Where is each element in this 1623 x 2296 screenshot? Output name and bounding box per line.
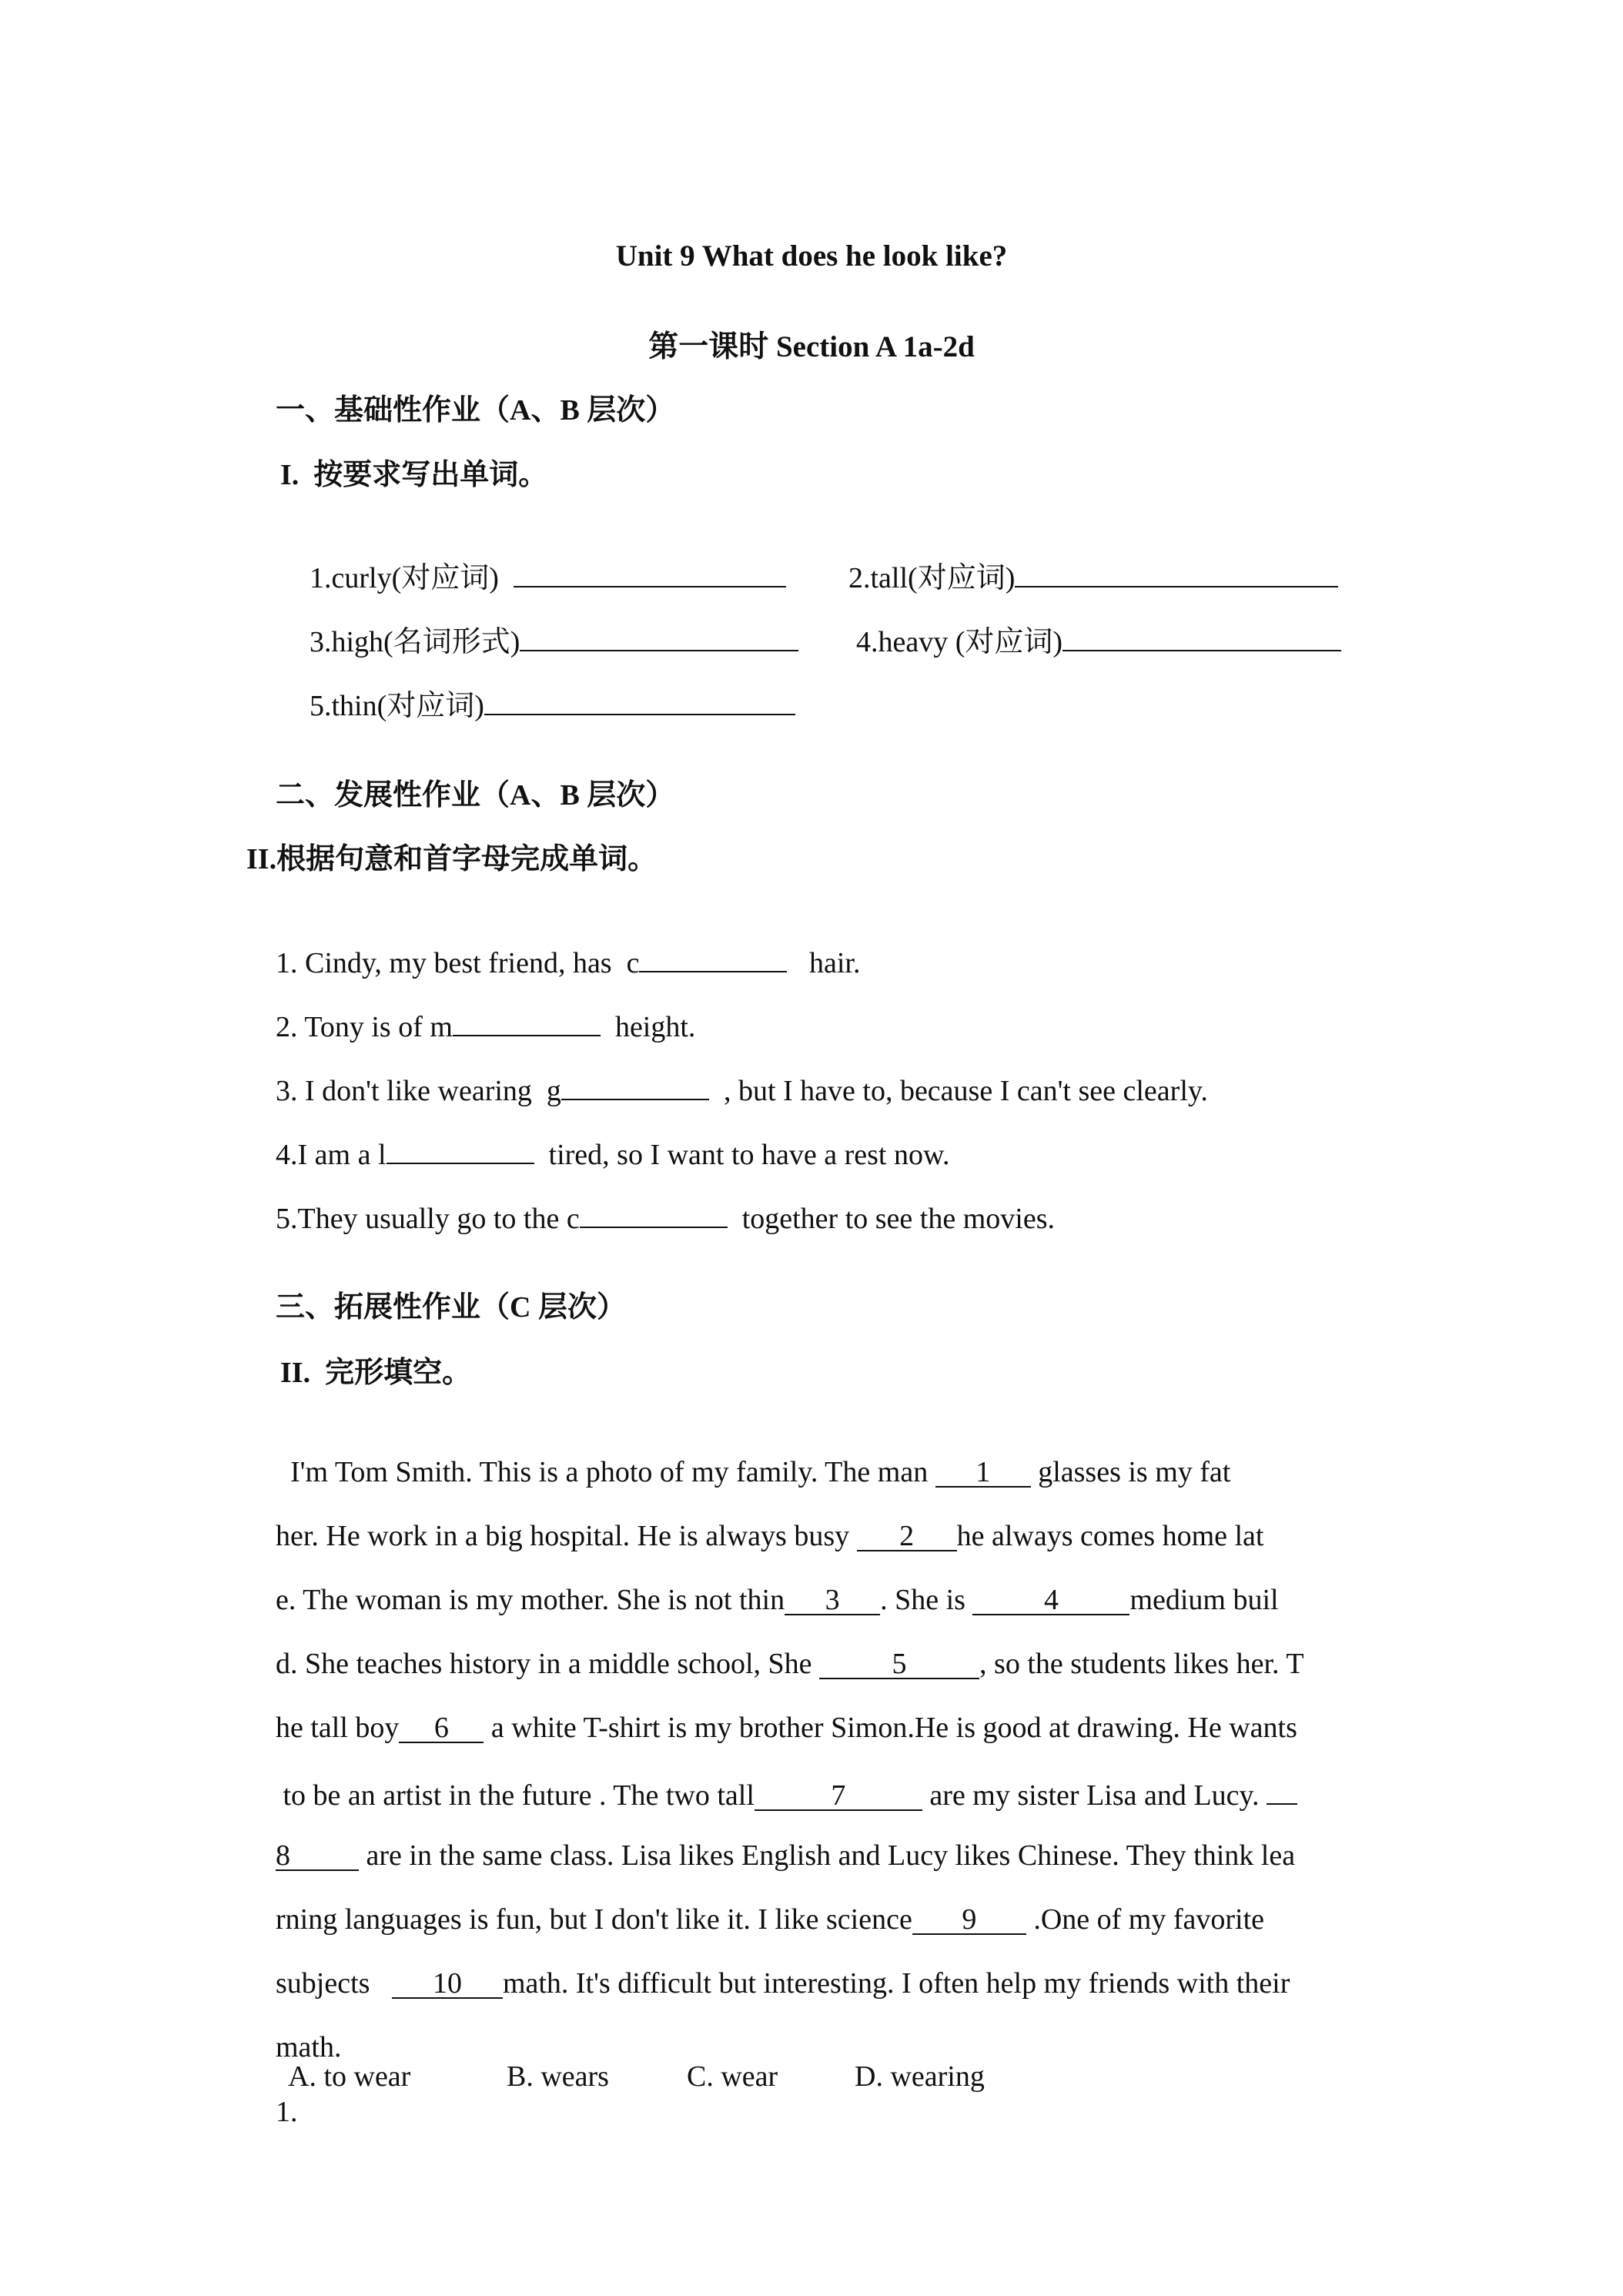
page-title: Unit 9 What does he look like?: [615, 239, 1008, 273]
answer-blank[interactable]: [387, 1133, 534, 1164]
passage-text: subjects: [276, 1967, 392, 2000]
blank-number: 8: [276, 1839, 290, 1872]
vocab-item-label: 1.curly(对应词): [310, 562, 499, 594]
answer-blank[interactable]: [520, 621, 798, 651]
vocab-item-5: [280, 649, 795, 759]
passage-text: rning languages is fun, but I don't like it. I like science: [276, 1903, 912, 1936]
passage-line-9: [246, 1930, 1290, 2037]
answer-blank[interactable]: [484, 684, 795, 715]
sentence-text: height.: [600, 1011, 696, 1043]
answer-blank[interactable]: [1062, 621, 1341, 651]
blank-number: 1: [975, 1456, 991, 1488]
answer-blank[interactable]: [514, 557, 786, 587]
passage-text: are my sister Lisa and Lucy.: [922, 1779, 1267, 1812]
passage-text: medium buil: [1129, 1584, 1279, 1616]
section2-part-heading: II.根据句意和首字母完成单词。: [246, 843, 658, 875]
option-b[interactable]: B. wears: [507, 2060, 609, 2093]
sentence-text: 5.They usually go to the c: [276, 1203, 580, 1235]
section3-part-heading: [280, 1355, 471, 1391]
option-c[interactable]: C. wear: [687, 2060, 778, 2093]
answer-blank[interactable]: [580, 1197, 728, 1228]
passage-text: her. He work in a big hospital. He is always busy: [276, 1520, 857, 1552]
blank-number: 4: [1043, 1584, 1059, 1616]
section1-part-heading: I. 按要求写出单词。: [280, 459, 548, 491]
answer-blank[interactable]: [1015, 557, 1338, 587]
part-heading-text: II. 完形填空。: [280, 1357, 472, 1389]
answer-blank[interactable]: [561, 1069, 709, 1100]
passage-text: math.: [276, 2031, 342, 2063]
cloze-blank-10[interactable]: [392, 1968, 503, 1999]
passage-text: e. The woman is my mother. She is not thin: [276, 1584, 785, 1616]
blank-number: 3: [825, 1584, 840, 1616]
blank-number: 5: [892, 1648, 907, 1680]
passage-text: , so the students likes her. T: [979, 1648, 1304, 1680]
completion-item-5: [246, 1162, 1055, 1272]
answer-blank[interactable]: [453, 1006, 601, 1036]
passage-text: are in the same class. Lisa likes English and Lucy likes Chinese. They think lea: [359, 1839, 1296, 1872]
question-number: 1.: [276, 2096, 298, 2128]
answer-blank[interactable]: [639, 942, 787, 972]
sentence-text: hair.: [787, 947, 861, 979]
vocab-item-label: 3.high(名词形式): [310, 626, 520, 658]
sentence-text: 1. Cindy, my best friend, has c: [276, 947, 640, 979]
passage-text: a white T-shirt is my brother Simon.He is good at drawing. He wants: [484, 1712, 1297, 1744]
sentence-text: , but I have to, because I can't see clearly.: [708, 1075, 1208, 1107]
option-a[interactable]: A. to wear: [288, 2060, 411, 2093]
passage-text: to be an artist in the future . The two tall: [276, 1779, 755, 1812]
page-subtitle: 第一课时 Section A 1a-2d: [648, 330, 975, 363]
vocab-item-label: 2.tall(对应词): [848, 562, 1016, 594]
blank-number: 7: [831, 1779, 846, 1812]
blank-number: 2: [899, 1520, 915, 1552]
blank-number: 6: [433, 1712, 449, 1744]
sentence-text: 4.I am a l: [276, 1139, 387, 1171]
passage-text: he tall boy: [276, 1712, 400, 1744]
cloze-blank-8-start[interactable]: [1267, 1774, 1297, 1805]
passage-text: I'm Tom Smith. This is a photo of my family. The man: [276, 1456, 935, 1488]
blank-number: 9: [962, 1903, 977, 1936]
passage-text: he always comes home lat: [956, 1520, 1264, 1552]
vocab-item-label: 4.heavy (对应词): [856, 626, 1063, 658]
sentence-text: 3. I don't like wearing g: [276, 1075, 561, 1107]
passage-text: . She is: [880, 1584, 973, 1616]
option-d[interactable]: D. wearing: [855, 2060, 985, 2093]
sentence-text: tired, so I want to have a rest now.: [534, 1139, 950, 1171]
vocab-item-4: [827, 585, 1341, 695]
section3-heading: 三、拓展性作业（C 层次）: [276, 1291, 626, 1324]
passage-text: .One of my favorite: [1026, 1903, 1265, 1936]
sentence-text: together to see the movies.: [727, 1203, 1055, 1235]
passage-text: math. It's difficult but interesting. I often help my friends with their: [502, 1967, 1290, 2000]
section2-heading: 二、发展性作业（A、B 层次）: [276, 779, 675, 812]
blank-number: 10: [432, 1967, 462, 2000]
sentence-text: 2. Tony is of m: [276, 1011, 453, 1043]
passage-text: glasses is my fat: [1030, 1456, 1231, 1488]
passage-text: d. She teaches history in a middle school, She: [276, 1648, 820, 1680]
section1-heading: 一、基础性作业（A、B 层次）: [276, 394, 675, 427]
vocab-item-label: 5.thin(对应词): [310, 690, 484, 722]
